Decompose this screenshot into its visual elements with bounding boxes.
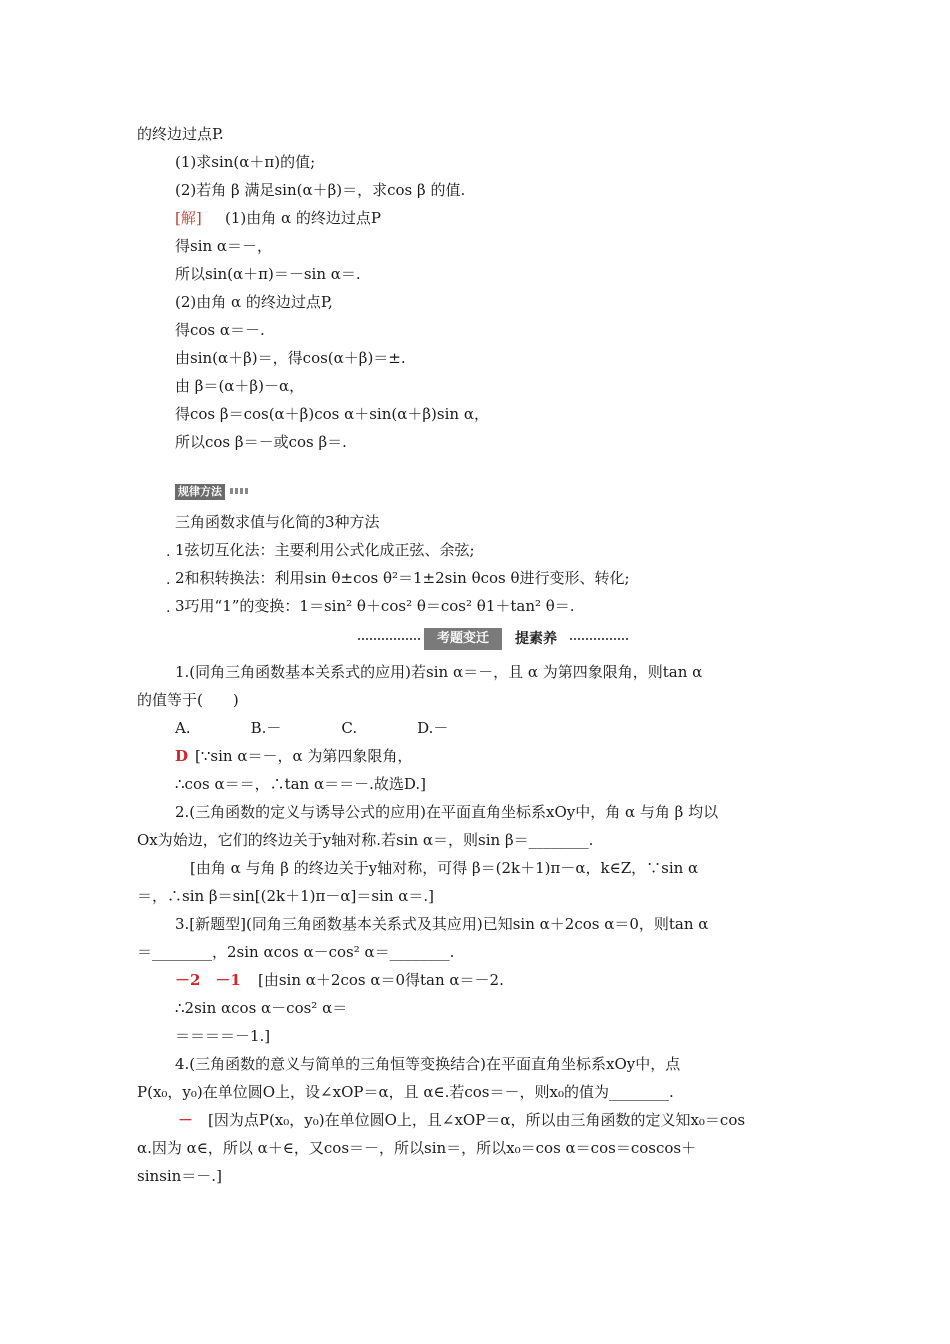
tag-dots-decoration bbox=[230, 488, 250, 494]
bullet-dot: . bbox=[166, 572, 171, 588]
solution-tag: [解] bbox=[175, 209, 202, 227]
exercise-1: 1.(同角三角函数基本关系式的应用)若sin α＝－，且 α 为第四象限角，则tan α bbox=[175, 663, 703, 681]
method-item: 2和积转换法：利用sin θ±cos θ²＝1±2sin θcos θ进行变形、转化; bbox=[175, 569, 630, 587]
exercise-4-cont: P(x₀，y₀)在单位圆O上，设∠xOP＝α，且 α∈.若cos＝－，则x₀的值为________. bbox=[137, 1083, 674, 1101]
text-line: 的终边过点P. bbox=[137, 125, 224, 143]
question-2: (2)若角 β 满足sin(α＋β)＝，求cos β 的值. bbox=[175, 181, 466, 199]
solution-line: (1)由角 α 的终边过点P bbox=[225, 209, 382, 227]
bullet-dot: . bbox=[166, 544, 171, 560]
banner-dots-right bbox=[570, 638, 628, 640]
exercise-3-cont: ＝________，2sin αcos α－cos² α＝________. bbox=[137, 943, 455, 961]
exercise-2-cont: Ox为始边，它们的终边关于y轴对称.若sin α＝，则sin β＝________. bbox=[137, 831, 594, 849]
method-item: 3巧用“1”的变换：1＝sin² θ＋cos² θ＝cos² θ1＋tan² θ＝. bbox=[175, 597, 575, 615]
answer-text: [∵sin α＝－，α 为第四象限角， bbox=[195, 747, 413, 765]
answer-label: D bbox=[175, 747, 189, 765]
answer-text: sinsin＝－.] bbox=[137, 1167, 222, 1185]
banner-subtitle: 提素养 bbox=[515, 631, 557, 647]
solution-line: (2)由角 α 的终边过点P, bbox=[175, 293, 333, 311]
exercise-4: 4.(三角函数的意义与简单的三角恒等变换结合)在平面直角坐标系xOy中，点 bbox=[175, 1055, 681, 1073]
answer-text: ∴2sin αcos α－cos² α＝ bbox=[175, 999, 348, 1017]
answer-text: α.因为 α∈，所以 α＋∈，又cos＝－，所以sin＝，所以x₀＝cos α＝cos＝coscos＋ bbox=[137, 1139, 697, 1157]
answer-text: ∴cos α＝＝，∴tan α＝＝－.故选D.] bbox=[175, 775, 426, 793]
bullet-dot: . bbox=[166, 600, 171, 616]
solution-line: 所以sin(α＋π)＝－sin α＝. bbox=[175, 265, 361, 283]
exercise-1-cont: 的值等于( ) bbox=[137, 691, 239, 709]
question-1: (1)求sin(α＋π)的值; bbox=[175, 153, 316, 171]
banner-dots-left bbox=[358, 638, 420, 640]
solution-line: 由 β＝(α＋β)－α， bbox=[175, 377, 305, 395]
solution-line: 得cos β＝cos(α＋β)cos α＋sin(α＋β)sin α， bbox=[175, 405, 489, 423]
solution-line: 得cos α＝－. bbox=[175, 321, 265, 339]
answer-text: [由sin α＋2cos α＝0得tan α＝－2. bbox=[258, 971, 504, 989]
exercise-2: 2.(三角函数的定义与诱导公式的应用)在平面直角坐标系xOy中，角 α 与角 β 均以 bbox=[175, 803, 719, 821]
exercise-1-options: A. B.－ C. D.－ bbox=[175, 719, 449, 737]
solution-line: 由sin(α＋β)＝，得cos(α＋β)＝±. bbox=[175, 349, 406, 367]
method-tag: 规律方法 bbox=[175, 484, 225, 500]
answer-text: ＝＝＝＝－1.] bbox=[175, 1027, 271, 1045]
solution-line: 得sin α＝－， bbox=[175, 237, 273, 255]
banner-title: 考题变迁 bbox=[424, 628, 502, 650]
answer-label: － bbox=[178, 1111, 194, 1129]
answer-text: ＝，∴sin β＝sin[(2k＋1)π－α]＝sin α＝.] bbox=[137, 887, 434, 905]
section-banner bbox=[358, 628, 628, 650]
answer-text: [由角 α 与角 β 的终边关于y轴对称，可得 β＝(2k＋1)π－α，k∈Z，∵sin α bbox=[190, 859, 699, 877]
exercise-3: 3.[新题型](同角三角函数基本关系式及其应用)已知sin α＋2cos α＝0，则tan α bbox=[175, 915, 709, 933]
method-heading: 三角函数求值与化简的3种方法 bbox=[175, 513, 380, 531]
solution-line: 所以cos β＝－或cos β＝. bbox=[175, 433, 347, 451]
answer-label: －2 －1 bbox=[175, 971, 241, 989]
method-item: 1弦切互化法：主要利用公式化成正弦、余弦; bbox=[175, 541, 475, 559]
answer-text: [因为点P(x₀，y₀)在单位圆O上，且∠xOP＝α，所以由三角函数的定义知x₀＝cos bbox=[208, 1111, 746, 1129]
